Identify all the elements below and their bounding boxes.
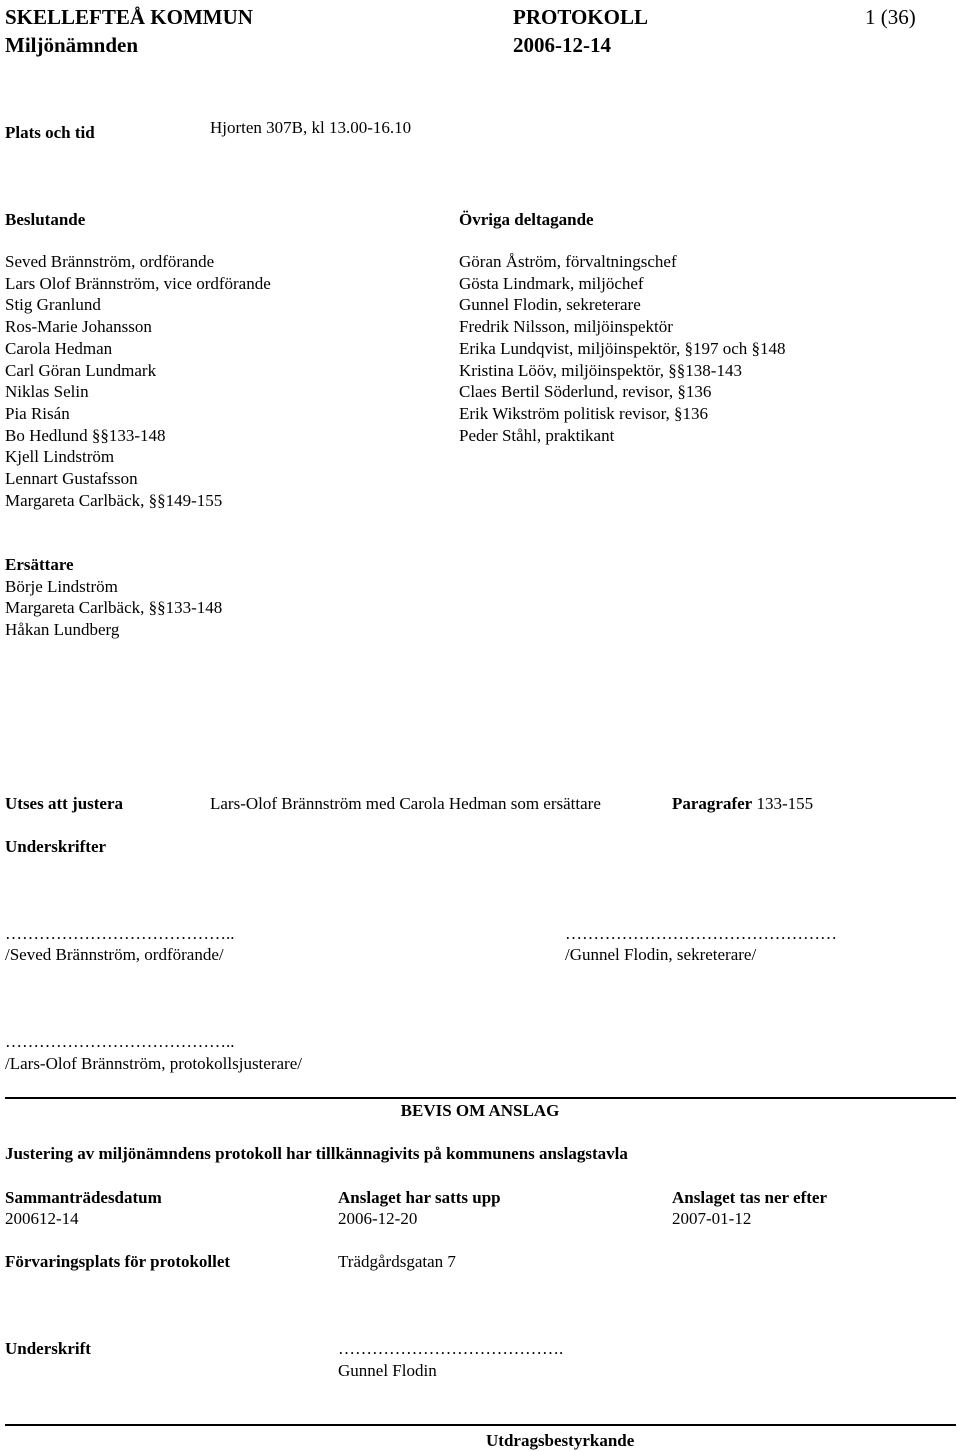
list-item: Carl Göran Lundmark xyxy=(5,360,157,380)
list-item: Margareta Carlbäck, §§149-155 xyxy=(5,490,223,510)
list-item: Börje Lindström xyxy=(5,576,118,596)
meeting-date: 2006-12-14 xyxy=(513,33,611,57)
adjuster-value: Lars-Olof Brännström med Carola Hedman som ersättare xyxy=(210,794,601,813)
place-time-label: Plats och tid xyxy=(5,123,95,142)
list-item: Lennart Gustafsson xyxy=(5,469,138,489)
place-time-value: Hjorten 307B, kl 13.00-16.10 xyxy=(210,118,412,137)
meeting-date-value: 200612-14 xyxy=(5,1209,79,1228)
divider xyxy=(5,1097,956,1099)
substitutes-section xyxy=(5,554,222,641)
list-item: Lars Olof Brännström, vice ordförande xyxy=(5,273,271,293)
substitutes-title: Ersättare xyxy=(5,555,74,574)
secretary-name: /Gunnel Flodin, sekreterare/ xyxy=(565,945,757,964)
list-item: Fredrik Nilsson, miljöinspektör xyxy=(459,317,673,337)
page-number: 1 (36) xyxy=(865,5,916,29)
signatures-label: Underskrifter xyxy=(5,837,107,856)
list-item: Margareta Carlbäck, §§133-148 xyxy=(5,598,223,618)
storage-value: Trädgårdsgatan 7 xyxy=(338,1252,456,1271)
meeting-date-label: Sammanträdesdatum xyxy=(5,1188,162,1207)
adjuster-label: Utses att justera xyxy=(5,794,124,813)
notice-title: BEVIS OM ANSLAG xyxy=(400,1101,560,1120)
chair-signature-line: ………………………………….. xyxy=(5,924,235,943)
list-item: Gösta Lindmark, miljöchef xyxy=(459,273,644,293)
list-item: Ros-Marie Johansson xyxy=(5,317,152,337)
list-item: Pia Risán xyxy=(5,403,70,423)
list-item: Seved Brännström, ordförande xyxy=(5,252,215,271)
notice-statement: Justering av miljönämndens protokoll har tillkännagivits på kommunens anslagstavla xyxy=(5,1144,628,1163)
adjuster-signature-line: ………………………………….. xyxy=(5,1032,235,1051)
list-item: Peder Ståhl, praktikant xyxy=(459,425,615,445)
list-item: Gunnel Flodin, sekreterare xyxy=(459,295,641,315)
extract-certification: Utdragsbestyrkande xyxy=(486,1431,635,1450)
posted-label: Anslaget har satts upp xyxy=(338,1188,501,1207)
removed-label: Anslaget tas ner efter xyxy=(672,1188,828,1207)
notice-signature-line: …………………………………. xyxy=(338,1339,564,1358)
list-item: Claes Bertil Söderlund, revisor, §136 xyxy=(459,382,712,402)
paragraphs xyxy=(672,795,813,812)
list-item: Göran Åström, förvaltningschef xyxy=(459,252,677,271)
document-type: PROTOKOLL xyxy=(513,5,648,29)
decision-makers-title: Beslutande xyxy=(5,210,86,229)
list-item: Stig Granlund xyxy=(5,295,101,315)
secretary-signature-line: ………………………………………… xyxy=(565,924,837,943)
list-item: Kjell Lindström xyxy=(5,447,115,467)
removed-date-value: 2007-01-12 xyxy=(672,1209,752,1228)
chair-name: /Seved Brännström, ordförande/ xyxy=(5,945,224,964)
list-item: Erika Lundqvist, miljöinspektör, §197 och §148 xyxy=(459,338,786,358)
list-item: Carola Hedman xyxy=(5,338,113,358)
committee-name: Miljönämnden xyxy=(5,33,139,57)
list-item: Kristina Lööv, miljöinspektör, §§138-143 xyxy=(459,360,742,380)
decision-makers-list xyxy=(5,251,271,511)
organization-name: SKELLEFTEÅ KOMMUN xyxy=(5,5,253,29)
footer-divider xyxy=(5,1424,956,1426)
adjuster-name: /Lars-Olof Brännström, protokollsjusterare/ xyxy=(5,1054,302,1073)
paragraphs-label: Paragrafer xyxy=(672,794,753,813)
notice-signer-name: Gunnel Flodin xyxy=(338,1361,437,1380)
signature-label: Underskrift xyxy=(5,1339,91,1358)
posted-date-value: 2006-12-20 xyxy=(338,1209,418,1228)
list-item: Håkan Lundberg xyxy=(5,620,120,640)
storage-label: Förvaringsplats för protokollet xyxy=(5,1252,231,1271)
paragraphs-value: 133-155 xyxy=(756,794,814,813)
list-item: Bo Hedlund §§133-148 xyxy=(5,425,166,445)
other-participants-title: Övriga deltagande xyxy=(459,210,594,229)
list-item: Niklas Selin xyxy=(5,382,89,402)
list-item: Erik Wikström politisk revisor, §136 xyxy=(459,403,709,423)
other-participants-list xyxy=(459,251,786,446)
